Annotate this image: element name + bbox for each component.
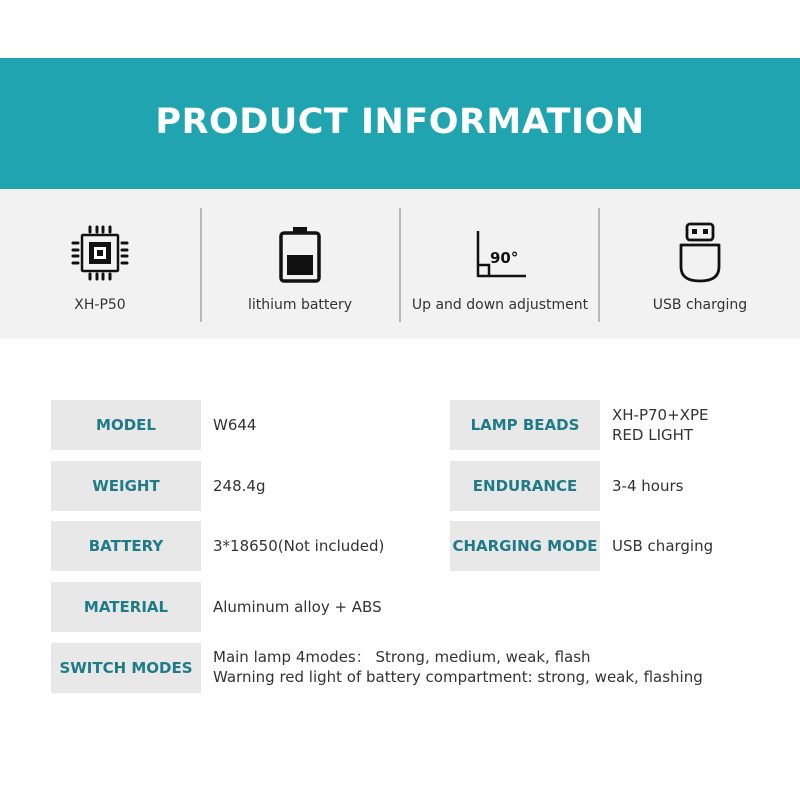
spec-value-battery: 3*18650(Not included)	[213, 537, 385, 555]
chip-icon	[0, 225, 200, 281]
feature-label-usb: USB charging	[652, 297, 748, 313]
lamp-beads-line-2: RED LIGHT	[612, 426, 694, 444]
feature-label-angle: Up and down adjustment	[411, 297, 589, 313]
feature-strip	[0, 189, 800, 339]
switch-modes-line-2: Warning red light of battery compartment: strong, weak, flashing	[213, 668, 703, 686]
angle-icon	[400, 225, 600, 281]
spec-label-material: MATERIAL	[51, 582, 201, 632]
spec-value-lamp-beads	[612, 405, 708, 445]
spec-label-weight: WEIGHT	[51, 461, 201, 511]
header-banner	[0, 58, 800, 189]
spec-value-material: Aluminum alloy + ABS	[213, 598, 382, 616]
feature-angle	[400, 189, 600, 339]
switch-modes-line-1: Main lamp 4modes： Strong, medium, weak, flash	[213, 648, 591, 666]
feature-label-battery: lithium battery	[247, 297, 353, 313]
feature-label-chip: XH-P50	[74, 297, 126, 313]
angle-value: 90°	[490, 249, 519, 267]
spec-label-model: MODEL	[51, 400, 201, 450]
spec-value-endurance: 3-4 hours	[612, 477, 684, 495]
spec-label-charging-mode: CHARGING MODE	[450, 521, 600, 571]
page-title: PRODUCT INFORMATION	[155, 101, 645, 142]
feature-battery	[200, 189, 400, 339]
battery-icon	[200, 225, 400, 281]
spec-label-switch-modes: SWITCH MODES	[51, 643, 201, 693]
spec-value-switch-modes	[213, 647, 703, 687]
spec-label-endurance: ENDURANCE	[450, 461, 600, 511]
spec-value-model: W644	[213, 416, 257, 434]
feature-chip	[0, 189, 200, 339]
spec-value-weight: 248.4g	[213, 477, 266, 495]
spec-label-lamp-beads: LAMP BEADS	[450, 400, 600, 450]
feature-usb	[600, 189, 800, 339]
lamp-beads-line-1: XH-P70+XPE	[612, 406, 709, 424]
usb-icon	[600, 225, 800, 281]
spec-label-battery: BATTERY	[51, 521, 201, 571]
spec-value-charging-mode: USB charging	[612, 537, 714, 555]
